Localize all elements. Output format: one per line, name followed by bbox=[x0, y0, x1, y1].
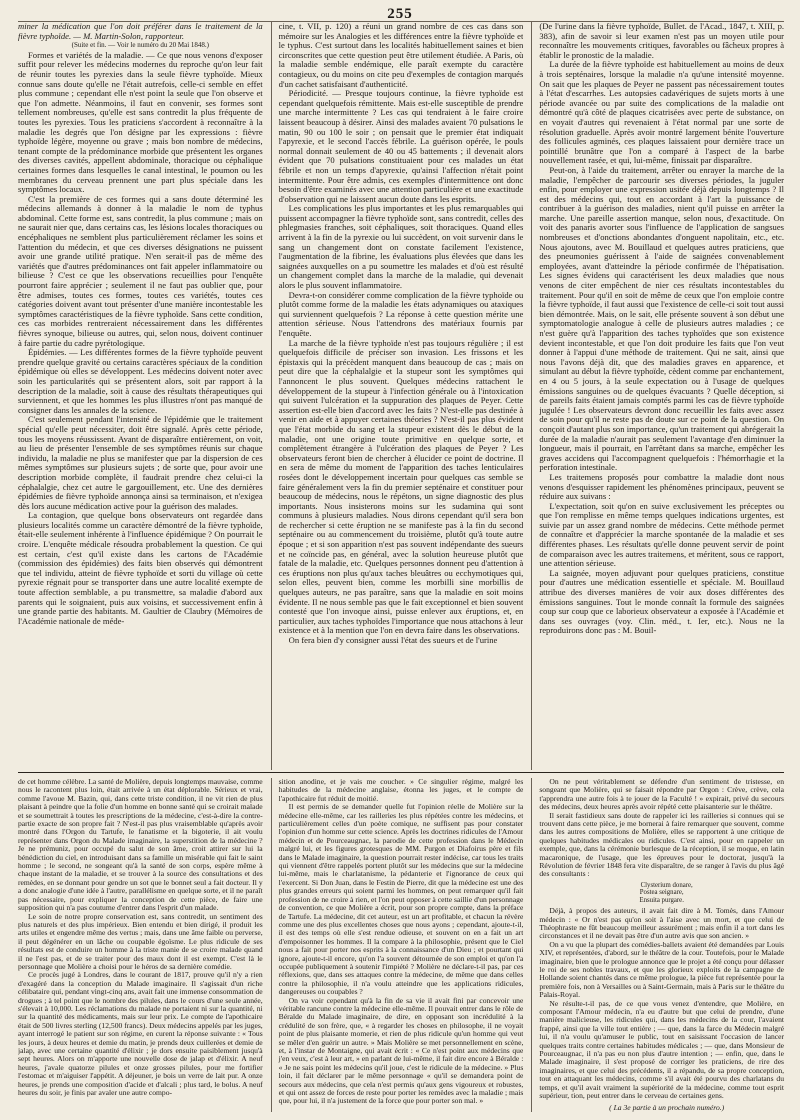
paragraph: On ne peut véritablement se défendre d'un sentiment de tristesse, en songeant que Molière, qui se faisait répondre par Orgon : Crève, crève, cela t'apprendra une autre fois à te jouer de la Faculté ! » expirait, privé du secours des médecins, deux heures après avoir répété cette plaisanterie sur le théâtre. bbox=[539, 778, 784, 812]
paragraph: Peut-on, à l'aide du traitement, arrêter ou enrayer la marche de la maladie, l'empêcher de parcourir ses diverses périodes, la juguler enfin, pour employer une expression usitée déjà depuis longtemps ? Il est des médecins qui, tout en accordant à l'art la puissance de contribuer à la guérison des maladies, nient qu'il puisse en arrêter la marche. Une pareille assertion manque, selon nous, d'exactitude. On voit des panaris avorter sous l'influence de l'application de sangsues nombreuses et d'onctions abondantes d'onguent napolitain, etc., etc. Nous ajoutons, avec M. Bouillaud et quelques autres praticiens, que des pneumonies guérissent à l'aide de saignées convenablement employées, avant d'atteindre la période confirmée de l'hépatisation. Les signes évidens qui caractérisent les deux maladies que nous venons de citer empêchent de nier ces résultats incontestables du traitement. Pour qu'il en soit de même de ceux que l'on emploie contre la fièvre typhoïde, il faut aussi que l'existence de celle-ci soit tout aussi bien démontrée. Mais, on le sait, elle présente souvent à son début une symptomatologie analogue à celle de plusieurs autres maladies ; ce n'est guère qu'à l'apparition des taches typhoïdes que son existence devient incontestable, et que l'on doit produire les faits que l'on veut donner à l'appui d'une méthode de traitement. Qui ne sait, ainsi que nous l'avons déjà dit, que des maladies graves en apparence, et simulant au début la fièvre typhoïde, cèdent comme par enchantement, en 4 ou 5 jours, à la seule expectation ou à l'usage de quelques émissions sanguines ou de quelques évacuants ? Quelle déception, si de pareils faits étaient jamais comptés parmi les cas de fièvre typhoïde jugulée ! Les observateurs devront donc recueillir les faits avec assez de soin pour qu'il ne reste pas de doute sur ce point de la question. On conçoit d'autant plus son importance, qu'un traitement qui abrégerait la durée de la maladie n'aurait pas seulement l'avantage d'en diminuer la longueur, mais il pourrait, en l'arrêtant dans sa marche, empêcher les graves accidens qui l'accompagnent quelquefois : l'hémorrhagie et la perforation intestinale. bbox=[539, 164, 784, 473]
paragraph: Ne résulte-t-il pas, de ce que vous venez d'entendre, que Molière, en composant l'Amour médecin, n'a eu d'autre but que celui de prendre, d'une manière malicieuse, les ridicules qui, dans les médecins de la cour, l'avaient frappé, ainsi que la ville tout entière ; — que, dans la farce du Médecin malgré lui, il n'a voulu qu'amuser le public, tout en saisissant l'occasion de lancer quelques traits contre certaines habitudes médicales ; — que, dans Monsieur de Pourceaugnac, il n'a pas eu non plus d'autre intention ; — enfin, que, dans le Malade imaginaire, il s'est proposé de corriger les praticiens, de rire des imaginaires, et que celui des précédents, il a répandu, de sa propre conception, tout en attaquant les médecins, comme s'il avait été pourvu des charlatans du temps, et qu'il avait vraiment la supériorité de la médecine, comme tout esprit supérieur, tion, peut entrer dans le cerveau de certaines gens. bbox=[539, 998, 784, 1101]
paragraph: Ce procès jugé à Londres, dans le courant de 1817, prouve qu'il n'y a rien d'exagéré dans la conception du Malade imaginaire. Il s'agissait d'un riche célibataire qui, pendant vingt-cinq ans, avait fait une immense consommation de drogues ; à tel point que le nombre des pilules, dans le cours d'une seule année, s'élevait à 10,000. Les réclamations du malade ne portaient ni sur la quantité, ni sur la quantité des médicaments, mais sur leur prix. Le compte de l'apothicaire était de 500 livres sterling (12,500 francs). Deux médecins appelés par les juges, ayant interrogé le patient sur son régime, en curent la réponse suivante : « Tous les jours, à deux heures et demie du matin, je prends deux cuillerées et demie de jalap, avec une certaine quantité d'élixir ; je dors ensuite paisiblement jusqu'à sept heures. Alors on m'apporte une nouvelle dose de jalap et d'élixir. A neuf heures, j'avale quatorze pilules et onze grosses pilules, pour me fortifier l'estomac et m'aiguiser l'appétit. A déjeuner, je bois un verre de lait pur. A onze heures, je prends une composition d'acide et d'alcali ; plus tard, le bolus. A neuf heures du soir, je finis par avaler une autre compo- bbox=[18, 970, 263, 1098]
paragraph: On fera bien d'y consigner aussi l'état des sueurs et de l'urine bbox=[288, 635, 498, 645]
paragraph: La saignée, moyen adjuvant pour quelques praticiens, constitue pour d'autres une médication essentielle et spéciale. M. Bouillaud attribue des diverses manières de voir aux doses différentes des émissions sanguines. Tout le monde connaît la formule des saignées coup sur coup que ce laborieux observateur a exposée à l'Académie et dans ses ouvrages (voy. Clin. méd., t. Ier, etc.). Nous ne la reproduirons donc pas : M. Bouil- bbox=[539, 567, 784, 636]
paragraph: On va voir cependant qu'à la fin de sa vie il avait fini par concevoir une véritable rancune contre la médecine elle-même. Il pouvait entrer dans le rôle de Béralde du Malade imaginaire, de dire, en opposant son incrédulité à la crédulité de son frère, que, « à regarder les choses en philosophe, il ne voyait point de plus plaisante momerie, et rien de plus ridicule qu'un homme qui veut se mêler d'en guérir un autre. » Mais Molière se met personnellement en scène, et, à l'instar de Montaigne, qui avait écrit : « Ce n'est point aux médecins que j'en veux, c'est à leur art, » en parlant de lui-même, il fait dire encore à Béralde : « Je ne sais point les médecins qu'il joue, c'est le ridicule de la médecine. » Plus loin, il fait déclarer par le même personnage « qu'il se demandera point de secours aux médecins, que cela n'est permis qu'aux gens vigoureux et robustes, et qui ont assez de forces de reste pour porter les remèdes avec la maladie ; mais que, pour lui, il n'a justement de la force que pour porter son mal. » bbox=[278, 995, 524, 1106]
paragraph: Il serait fastidieux sans doute de rappeler ici les railleries si connues qui se trouvent dans cette pièce, je me bornerai à faire remarquer que souvent, comme dans les autres compositions de Molière, elles se rapportent à une critique de quelques habitudes médicales ou ridicules. C'est ainsi, pour en rappeler un exemple, que, dans la cérémonie burlesque de la réception, il se moque, en latin macaronique, de l'usage, que les épreuves pour le doctorat, jusqu'à la Révolution de février 1848 fera vite disparaître, de se ranger à l'avis du plus âgé des consultants : bbox=[539, 810, 784, 879]
paragraph: Formes et variétés de la maladie. — Ce que nous venons d'exposer suffit pour relever les médecins modernes du reproche qu'on leur fait de réunir toutes les pyrexies dans la seule fièvre typhoïde. Mieux connue sans doute qu'elle ne l'était autrefois, celle-ci semble en effet plus commune ; cependant elle n'est point la seule que l'on observe et que l'on admette. Néanmoins, il faut en convenir, ses formes sont tellement nombreuses, qu'elle est sans contredit la plus fréquente de toutes les pyrexies. Tous les praticiens s'accordent à reconnaître à la maladie les degrés que l'on désigne par les expressions : fièvre typhoïde légère, moyenne ou grave ; mais bon nombre de médecins, tenant compte de la prédominance morbide que présentent les organes des diverses cavités, appellent abdominale, thoracique ou céphalique certaines formes dans lesquelles le canal intestinal, le poumon ou les membranes du cerveau prennent une part plus spéciale dans les symptômes locaux. bbox=[18, 49, 263, 195]
paragraph: sition anodine, et je vais me coucher. » Ce singulier régime, malgré les habitudes de la médecine anglaise, étonna les juges, et le compte de l'apothicaire fut réduit de moitié. bbox=[278, 778, 524, 803]
paragraph: Déjà, à propos des auteurs, il avait fait dire à M. Tomès, dans l'Amour médecin : « Or n'est pas qu'on soit à l'aise avec un mort, et que celui de Théophraste ne fût beaucoup meilleur assurément ; mais enfin il a tort dans les circonstances et il ne devait pas être d'un autre avis que son ancien. » bbox=[539, 906, 784, 941]
verse-quote: Clysterium donare, Postea seignare, Ensuita purgare. bbox=[639, 881, 693, 904]
paragraph: cine, t. VII, p. 120) a réuni un grand nombre de ces cas dans son mémoire sur les Analogies et les différences entre la fièvre typhoïde et le typhus. C'est surtout dans les localités habituellement saines et bien circonscrites que cette question peut être utilement étudiée. A Paris, où la maladie semble endémique, elle paraît exempte du caractère contagieux, ou du moins on cite peu d'exemples de contagion marqués d'un cachet satisfaisant d'authenticité. bbox=[278, 22, 524, 89]
paragraph: C'est la première de ces formes qui a sans doute déterminé les médecins allemands à donner à la maladie le nom de typhus abdominal. Cette forme est, sans contredit, la plus commune ; mais on ne saurait nier que, dans certains cas, les lésions locales thoraciques ou encéphaliques ne semblent plus particulièrement réclamer les soins et l'attention du médecin, et que ces diverses désignations ne puissent avoir une grande utilité pratique. N'en serait-il pas de même des variétés que d'autres prédominances ont fait appeler inflammatoire ou bilieuse ? C'est ce que les observations recueillies pour l'enquête pourront faire apprécier ; seulement il ne faut pas oublier que, pour être admises, toutes ces formes, toutes ces variétés, toutes ces catégories doivent avant tout présenter d'une manière incontestable les symptômes caractéristiques de la fièvre typhoïde. Sans cette condition, ces cas morbides rentreraient nécessairement dans les différentes fièvres synoque, bilieuse ou autres, qui, selon nous, doivent continuer à faire partie du cadre pyrétologique. bbox=[18, 193, 263, 348]
paragraph: C'est seulement pendant l'intensité de l'épidémie que le traitement spécial qu'elle peut nécessiter, doit être signalé. Après cette période, tous les moyens réussissent. Avant de disparaître entièrement, on voit, au lieu de présenter l'ensemble de ses symptômes réunis sur chaque individu, la maladie ne plus se manifester que par la dispersion de ces mêmes symptômes sur plusieurs sujets ; de sorte que, pour avoir une description morbide complète, il faudrait prendre chez celui-ci la céphalalgie, chez cet autre le gargouillement, etc. Une des dernières épidémies de fièvre typhoïde annonça ainsi sa terminaison, et n'exigea dès lors aucune médication active pour la guérison des malades. bbox=[18, 414, 263, 511]
paragraph: Devra-t-on considérer comme complication de la fièvre typhoïde ou plutôt comme forme de la maladie les états adynamiques ou ataxiques qui surviennent quelquefois ? La réponse à cette question mérite une attention sérieuse. Nous l'attendrons des matériaux fournis par l'enquête. bbox=[278, 289, 524, 338]
paragraph: (De l'urine dans la fièvre typhoïde, Bullet. de l'Acad., 1847, t. XIII, p. 383), afin de savoir si leur examen n'est pas un moyen utile pour reconnaître les mouvements critiques, favorables ou fâcheux propres à établir le pronostic de la maladie. bbox=[539, 22, 784, 60]
lower-section bbox=[18, 778, 784, 1112]
paragraph: Épidémies. — Les différentes formes de la fièvre typhoïde peuvent prendre quelque gravité ou certains caractères spéciaux de la condition épidémique où elles se développent. Les médecins doivent noter avec soin les particularités qui se présentent alors, soit par rapport à la description de la maladie, soit à cause des résultats thérapeutiques qui surviennent, et que les hommes les plus illustres n'ont pas manqué de consigner dans les annales de la science. bbox=[18, 347, 263, 415]
continuation-note: (Suite et fin. — Voir le numéro du 20 Mai 1848.) bbox=[71, 41, 210, 50]
lower-column-3 bbox=[531, 778, 784, 1112]
page-number: 255 bbox=[387, 6, 413, 22]
upper-column-3 bbox=[531, 22, 784, 770]
paragraph: L'expectation, soit qu'on en suive exclusivement les préceptes ou que l'on remplisse en même temps quelques indications urgentes, est suivie par un assez grand nombre de médecins. Cette méthode permet de connaître et d'apprécier la marche spontanée de la maladie et ses différentes phases. Les résultats qu'elle donne peuvent servir de point de comparaison avec les autres traitemens, et méritent, sous ce rapport, une attention sérieuse. bbox=[539, 500, 784, 569]
continuation-footnote: ( La 3e partie à un prochain numéro.) bbox=[609, 1103, 725, 1112]
paragraph: Le soin de notre propre conservation est, sans contredit, un sentiment des plus naturels et des plus impérieux. Bien entendu et bien dirigé, il produit les arts utiles et engendre même des vertus ; mais, dans une âme faible ou perverse, il peut dégénérer en un lâche ou coupable égoïsme. Le plus ridicule de ses résultats est de conduire un homme à la triste manie de se croire malade quand il ne l'est pas, et de se traiter pour des maux dont il est exempt. C'est là le personnage que Molière a choisi pour le héros de sa dernière comédie. bbox=[18, 911, 263, 971]
upper-column-2 bbox=[271, 22, 524, 770]
paragraph: Périodicité. — Presque toujours continue, la fièvre typhoïde est cependant quelquefois rémittente. Mais est-elle susceptible de prendre une marche intermittente ? Les cas qui tendraient à le faire croire laissent beaucoup à désirer. Ainsi des malades avaient 70 pulsations le matin, 90 ou 100 le soir ; on pensait que le premier état indiquait l'apyrexie, et le second l'accès fébrile. La guérison opérée, le pouls normal donnait seulement de 40 ou 45 battements ; il devenait alors évident que 70 pulsations constituaient pour ces malades un état fébrile et non un temps d'apyrexie, qu'ainsi l'affection n'était point intermittente. Pour être admis, ces exemples d'intermittence ont donc besoin d'être examinés avec une attention particulière et une exactitude d'observation qui ne laissent aucun doute dans les esprits. bbox=[278, 88, 524, 204]
paragraph: miner la médication que l'on doit préférer dans le traitement de la fièvre typhoïde. — M. Martin-Solon, rapporteur. bbox=[18, 22, 263, 41]
upper-column-1 bbox=[18, 22, 263, 770]
upper-section bbox=[18, 22, 784, 770]
paragraph: On a vu que la plupart des comédies-ballets avaient été demandées par Louis XIV, et représentées, d'abord, sur le théâtre de la cour. Toutefois, pour le Malade imaginaire, bien que le prologue annonce que le projet a été conçu pour délasser le roi de ses nobles travaux, et que les glorieux exploits de la campagne de Hollande soient chantés dans ce même prologue, la pièce fut représentée pour la première fois, non à Versailles ou à Saint-Germain, mais à Paris sur le théâtre du Palais-Royal. bbox=[539, 939, 784, 1000]
paragraph: Les complications les plus importantes et les plus remarquables qui puissent accompagner la fièvre typhoïde sont, sans contredit, celles des phlegmasies franches, soit céphaliques, soit thoraciques. Quand elles arrivent à la fin de la pyrexie ou lui succèdent, on voit survenir dans le sang un changement dont on constate facilement l'existence, l'augmentation de la fibrine, les évaluations plus élevées que dans les saignées auxquelles on a pu soumettre les malades et d'où est résulté un changement complet dans la marche de la maladie, qui devenait alors le plus souvent inflammatoire. bbox=[278, 203, 524, 291]
paragraph: La durée de la fièvre typhoïde est habituellement au moins de deux à trois septénaires, lorsque la maladie n'a qu'une intensité moyenne. On sait que les plaques de Peyer ne passent pas nécessairement toutes à l'état d'escarrhes. Les autopsies cadavériques de sujets morts à une période avancée ou par suite des complications de la maladie ont démontré qu'à côté de plaques cicatrisées avec perte de substance, on en voyait d'autres qui revenaient à l'état normal par une sorte de résolution graduelle. Après avoir montré largement bénite l'ouverture des follicules agminés, ces plaques laissaient pour dernière trace un pointillé brunâtre que l'on a comparé à l'aspect de la barbe nouvellement rasée, et qui, lui-même, finissait par disparaître. bbox=[539, 59, 784, 166]
paragraph: La contagion, que quelque bons observateurs ont regardée dans plusieurs localités comme un caractère démontré de la fièvre typhoïde, était-elle seulement inhérente à l'influence épidémique ? On pourrait le croire. L'enquête médicale résoudra probablement la question. Ce qui est certain, c'est qu'il existe dans les cartons de l'Académie (commission des épidémies) des faits bien observés qui démontrent que tel individu, atteint de fièvre typhoïde et sorti du village où cette pyrexie régnait pour se transporter dans une autre localité exempte de toute affection semblable, a pu transmettre, sa maladie d'abord aux parents qui le soignaient, puis aux voisins, et successivement enfin à une grande partie des habitants. M. Gaultier de Claubry (Mémoires de l'Académie nationale de méde- bbox=[18, 510, 263, 626]
section-divider bbox=[18, 772, 784, 773]
paragraph: Les traitemens proposés pour combattre la maladie dont nous venons d'esquisser rapidement les phénomènes principaux, peuvent se réduire aux suivans : bbox=[539, 471, 784, 502]
lower-column-2 bbox=[271, 778, 524, 1112]
paragraph: Il est permis de se demander quelle fut l'opinion réelle de Molière sur la médecine elle-même, car les railleries les plus répétées contre les médecins, et particulièrement celles d'un poète comique, ne suffisent pas pour constater l'opinion d'un homme sur cette science. Après les doctrines ridicules de l'Amour médecin et de Pourceaugnac, la parodie de cette profession dans le Médecin malgré lui, et les figures grotesques de MM. Purgon et Diafoirus père et fils dans le Malade imaginaire, la question pourrait rester indécise, car tous les traits qui viennent d'être rappelés portent plutôt sur les médecins que sur la médecine lui-même, mais le charlatanisme, la pédanterie et l'ignorance de ceux qui l'exercent. Si Don Juan, dans le Festin de Pierre, dit que la médecine est une des plus grandes erreurs qui soient parmi les hommes, on peut remarquer qu'il fait profession de ne croire à rien, et l'on peut opposer à cette saillie d'un personnage de convention, ce que Molière a écrit, pour son propre compte, dans la préface de Tartufe. La médecine, dit cet auteur, est un art profitable, et chacun la révère comme une des plus excellentes choses que nous ayons ; cependant, ajoute-t-il, il est des temps où elle s'est rendue odieuse, et souvent on en a fait un art d'empoisonner les hommes. Il la compare à la philosophie, présent que le Ciel nous a fait pour porter nos esprits à la connaissance d'un Dieu ; et pourtant qui ignore, ajoute-t-il encore, qu'on l'a souvent détournée de son emploi et qu'on l'a occupée publiquement à soutenir l'impiété ? Molière ne déclare-t-il pas, par ces réflexions, que, dans ses attaques contre la médecine, de même que dans celles contre la philosophie, il n'a voulu atteindre que les applications ridicules, dangereuses ou coupables ? bbox=[278, 802, 524, 997]
lower-column-1 bbox=[18, 778, 263, 1112]
paragraph: La marche de la fièvre typhoïde n'est pas toujours régulière ; il est quelquefois difficile de préciser son invasion. Les frissons et les épistaxis qui la précèdent manquent dans beaucoup de cas ; mais on peut dire que la céphalalgie et la stupeur sont les symptômes qui l'annoncent le plus souvent. Quelques médecins rattachent le développement de la stupeur à l'infection générale ou à l'intoxication qui suivent l'ulcération et la suppuration des plaques de Peyer. Cette assertion est-elle bien d'accord avec les faits ? N'est-elle pas destinée à venir en aide et à appuyer certaines théories ? N'est-il pas plus évident que l'état morbide du sang et la stupeur existent dès le début de la maladie, ont une origine toute primitive en quelque sorte, et complètement étrangère à l'ulcération des plaques de Peyer ? Les observateurs feront bien de chercher à élucider ce point de doctrine. Il en sera de même du moment de l'apparition des taches lenticulaires rosées dont le développement incertain pour quelques cas semble se faire généralement vers la fin du premier septénaire et constituer pour beaucoup de médecins, nous le répétons, un signe diagnostic des plus importants. Nous insisterons moins sur les sudamina qui sont communs à plusieurs maladies. Nous dirons cependant qu'il sera bon de rechercher si cette éruption ne se manifeste pas à la fin du second septénaire ou au commencement du troisième, plutôt qu'à toute autre époque ; et si son apparition n'est pas souvent indépendante des sueurs et ne coïncide pas, en général, avec la solution heureuse plutôt que fatale de la maladie, etc. Quelques personnes donnent peu d'attention à ces éruptions non plus qu'aux taches bleuâtres ou ecchymotiques qui, selon elles, peuvent bien, comme les morbilli sine morbillis de quelques auteurs, ne pas paraître, sans que la maladie en soit moins évidente. Il ne nous semble pas que le fait exceptionnel et bien souvent contesté que l'on invoque ainsi, puisse enlever aux éruptions, et, en particulier, aux taches typhoïdes l'importance que nous attachons à leur existence et à la mention que l'on en devra faire dans les observations. bbox=[278, 337, 524, 636]
paragraph: de cet homme célèbre. La santé de Molière, depuis longtemps mauvaise, comme nous le racontent plus loin, était arrivée à un état déplorable. Sérieux et vrai, comme l'avoue M. Bazin, qui, dans cette triste condition, il ne vit rien de plus plaisant à peindre que la folie d'un homme en bonne santé qui se croirait malade et se soumettrait à toutes les prescriptions de la médecine, c'est-à-dire la contre-partie exacte de son propre fait ? N'est-il pas plus vraisemblable qu'après avoir montré dans l'Orgon du Tartufe, le fanatisme et la bigoterie, il ait voulu représenter dans Orgon du Malade imaginaire, la superstition de la médecine ? Je ne prémuniz, pour occupé du salut de son âme, croit attirer sur lui la bénédiction du ciel, en introduisant dans sa famille un misérable qui fait le saint homme ; le second, ne songeant qu'à la santé de son corps, espère même à chaque instant de la maladie, et se trouver à la source des consultations et des remèdes, en se donnant pour gendre un sot que le bonnet seul a fait docteur. Il y a donc analogie d'une idée à l'autre, parallélisme en quelque sorte, et il ne paraît pas nécessaire, pour expliquer la conception de cette pièce, de faire une supposition qui n'a pas coutume d'entrer dans l'esprit d'un malade. bbox=[18, 778, 263, 913]
